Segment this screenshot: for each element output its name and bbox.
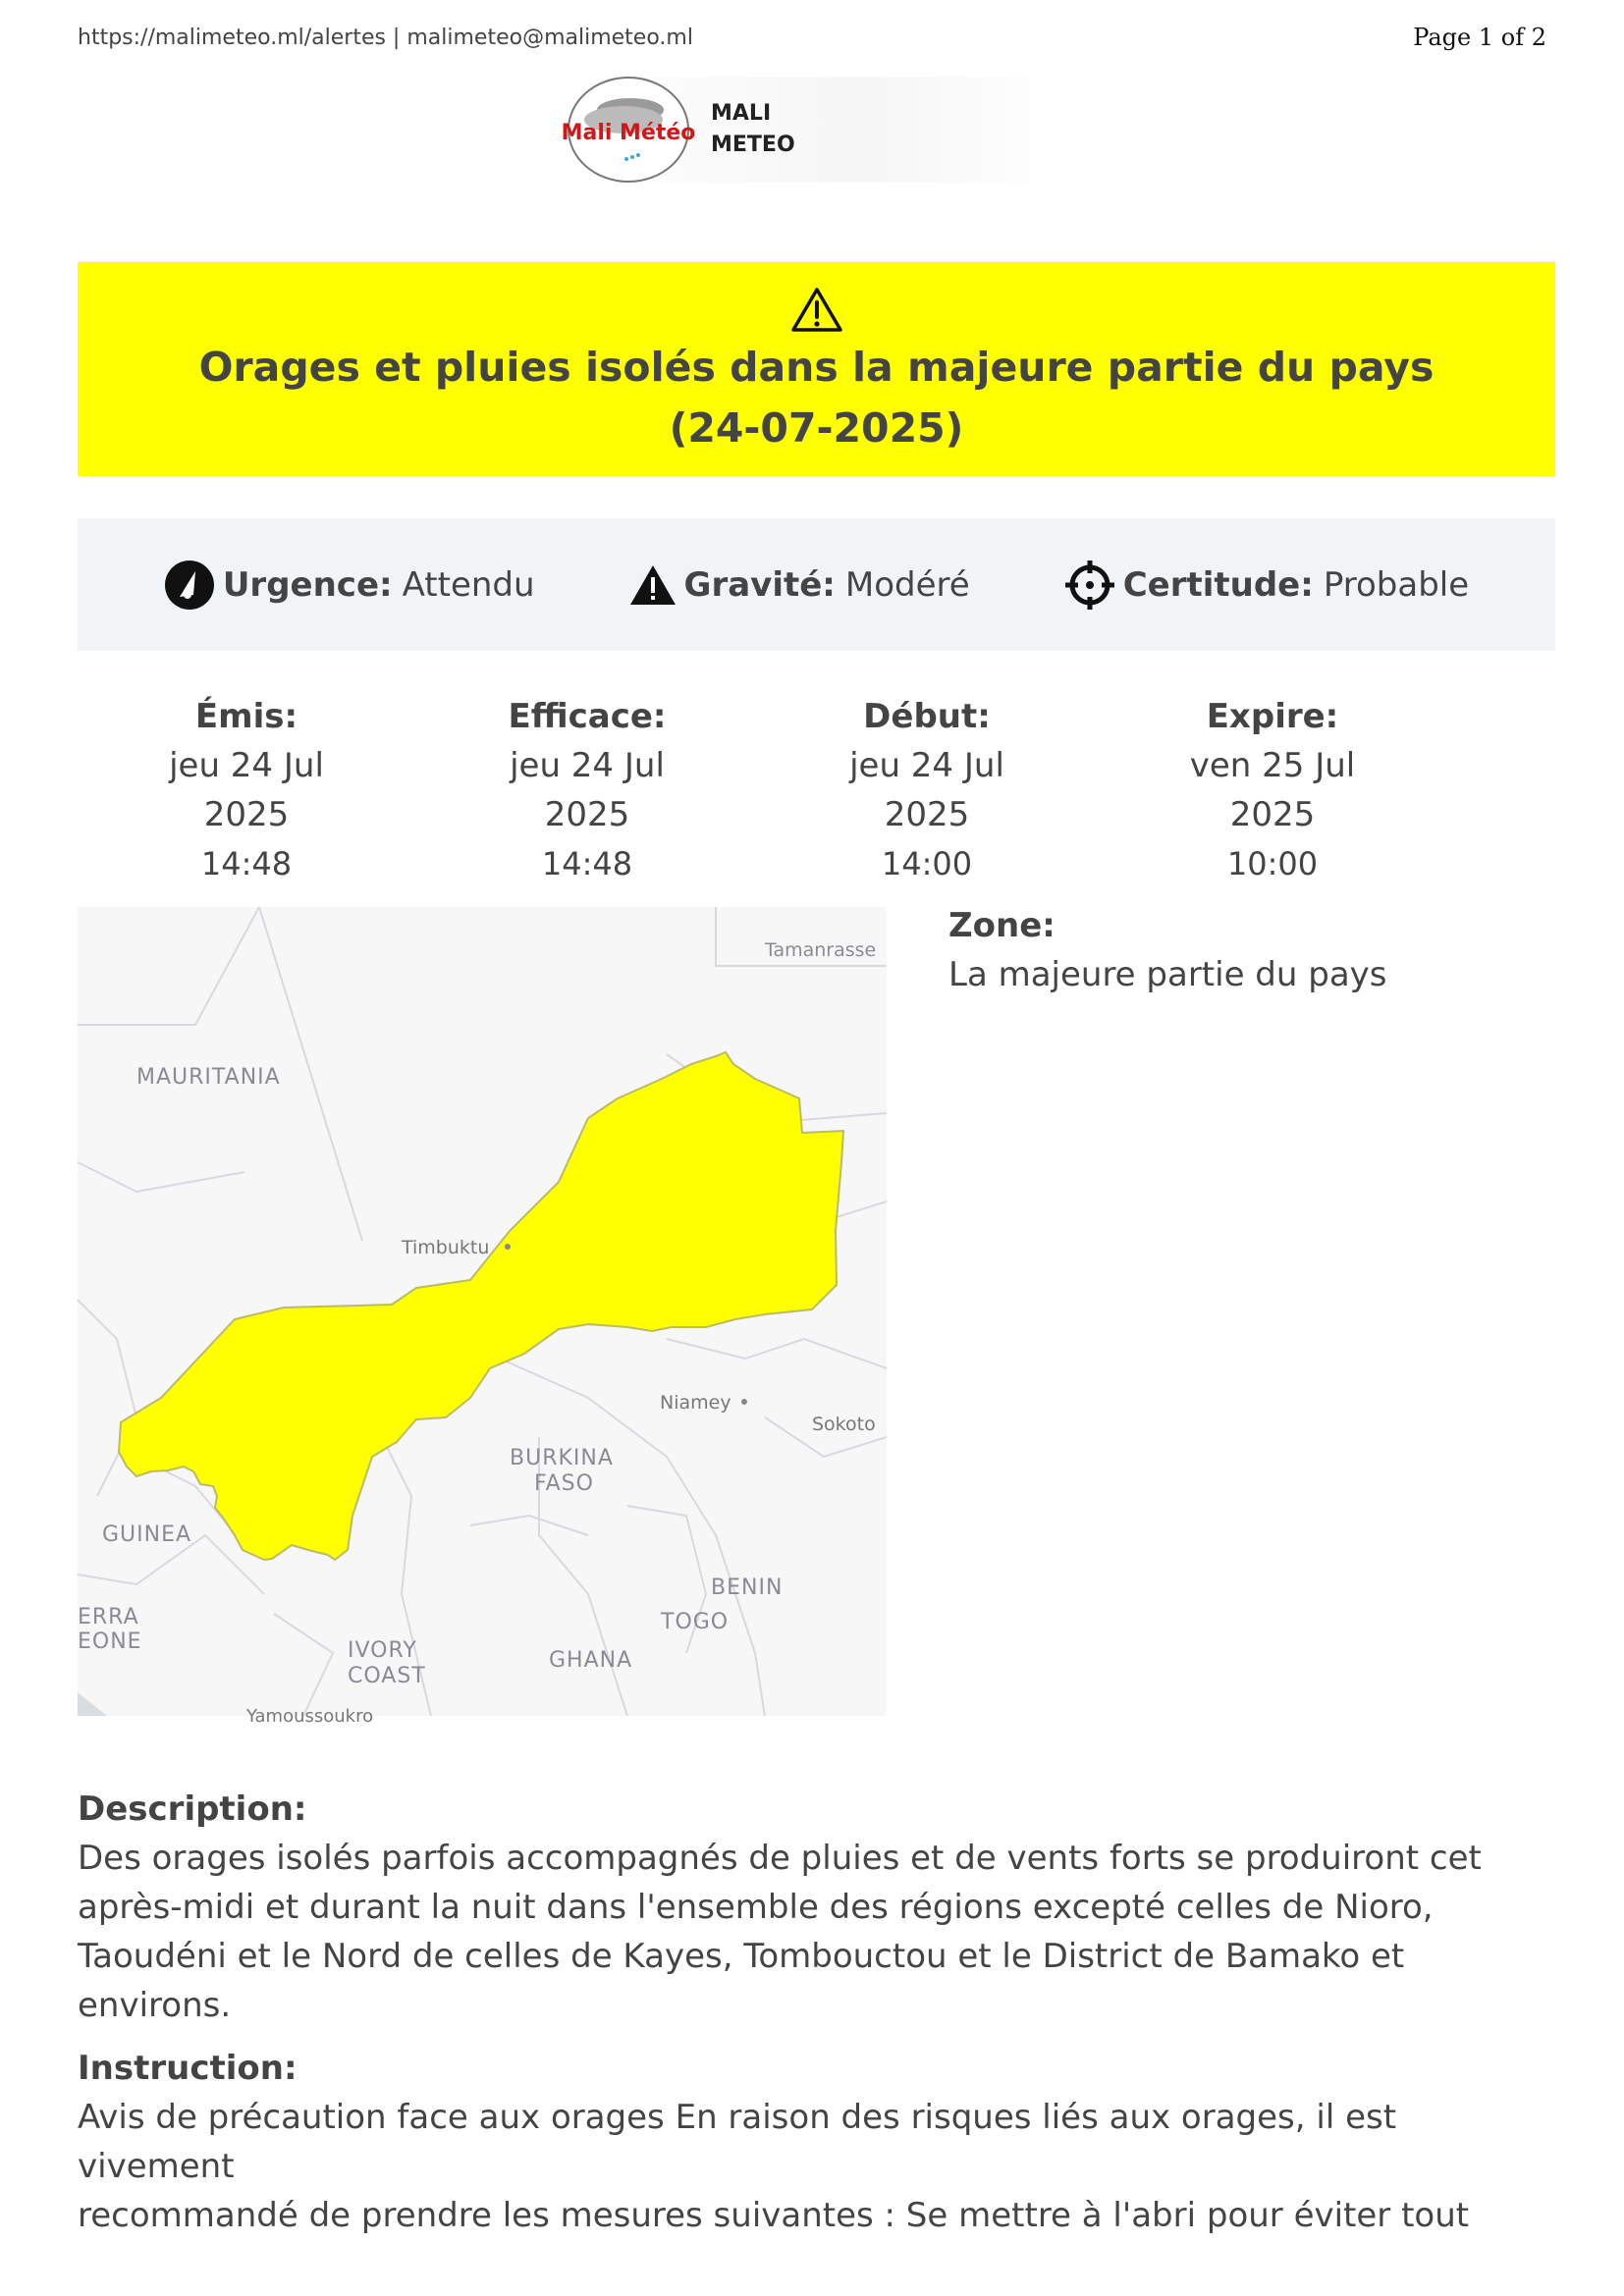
label-timbuktu: Timbuktu — [402, 1237, 490, 1258]
time-value: 10:00 — [1226, 845, 1319, 882]
date-label: Expire: — [1206, 697, 1339, 736]
alert-title-line2: (24-07-2025) — [669, 404, 964, 452]
instruction-line: recommandé de prendre les mesures suivantes : Se mettre à l'abri pour éviter tout — [78, 2196, 1470, 2235]
instruction-line: Avis de précaution face aux orages En raison des risques liés aux orages, il est vivement — [78, 2098, 1397, 2186]
label-burkina: BURKINA — [510, 1446, 614, 1470]
label-tamanrasset: Tamanrasse — [765, 939, 877, 961]
severity-warning-icon — [629, 563, 677, 607]
alert-map[interactable] — [78, 907, 887, 1727]
zone-block — [948, 901, 1387, 999]
description-block — [78, 1785, 1555, 2030]
certainty-info — [1064, 560, 1469, 611]
label-sierra-2: EONE — [78, 1629, 142, 1654]
crosshair-icon — [1064, 560, 1115, 611]
urgency-info — [164, 560, 535, 611]
time-value: 14:00 — [881, 845, 973, 882]
label-togo: TOGO — [661, 1610, 730, 1634]
label-mauritania: MAURITANIA — [136, 1065, 281, 1090]
description-line: Des orages isolés parfois accompagnés de pluies et de vents forts se produiront cet — [78, 1839, 1482, 1878]
label-benin: BENIN — [711, 1575, 784, 1600]
date-onset — [804, 692, 1050, 888]
alert-title — [78, 337, 1555, 458]
label-sokoto: Sokoto — [812, 1414, 876, 1435]
severity-value: Modéré — [844, 564, 970, 605]
gauge-icon — [164, 560, 215, 611]
label-ghana: GHANA — [549, 1648, 633, 1673]
page-number: Page 1 of 2 — [1413, 24, 1546, 51]
instruction-label: Instruction: — [78, 2049, 298, 2088]
logo-emblem-icon — [561, 79, 696, 181]
logo — [560, 77, 1062, 183]
alert-title-line1: Orages et pluies isolés dans la majeure partie du pays — [198, 344, 1435, 391]
zone-value: La majeure partie du pays — [948, 955, 1387, 994]
date-value: jeu 24 Jul 2025 — [510, 746, 665, 834]
warning-icon — [790, 286, 843, 333]
date-value: ven 25 Jul 2025 — [1189, 746, 1356, 834]
dates-row — [78, 692, 1555, 882]
urgency-value: Attendu — [402, 564, 535, 605]
label-yamoussoukro: Yamoussoukro — [246, 1706, 374, 1727]
label-sierra-1: ERRA — [78, 1605, 139, 1629]
time-value: 14:48 — [541, 845, 633, 882]
logo-text — [711, 98, 795, 161]
logo-line1: MALI — [711, 101, 772, 126]
logo-emblem — [561, 77, 696, 183]
date-label: Émis: — [194, 697, 298, 736]
description-line: après-midi et durant la nuit dans l'ensemble des régions excepté celles de Nioro, — [78, 1888, 1434, 1927]
logo-emblem-text: Mali Météo — [561, 121, 696, 145]
label-niamey: Niamey — [660, 1392, 731, 1414]
certainty-label: Certitude: — [1122, 564, 1314, 605]
severity-label: Gravité: — [683, 564, 836, 605]
date-label: Début: — [863, 697, 991, 736]
certainty-value: Probable — [1323, 564, 1470, 605]
header-url[interactable]: https://malimeteo.ml/alertes | malimeteo@malimeteo.ml — [78, 26, 693, 50]
instruction-block — [78, 2044, 1555, 2240]
date-value: jeu 24 Jul 2025 — [849, 746, 1004, 834]
time-value: 14:48 — [200, 845, 293, 882]
date-expires — [1144, 692, 1401, 888]
date-effective — [464, 692, 710, 888]
severity-info — [629, 563, 970, 607]
urgency-label: Urgence: — [222, 564, 393, 605]
description-label: Description: — [78, 1789, 307, 1829]
map-svg — [78, 907, 887, 1727]
description-line: Taoudéni et le Nord de celles de Kayes, Tombouctou et le District de Bamako et environs. — [78, 1937, 1405, 2025]
zone-label: Zone: — [948, 906, 1056, 945]
label-coast: COAST — [348, 1664, 426, 1688]
date-value: jeu 24 Jul 2025 — [169, 746, 324, 834]
alert-info-bar — [78, 518, 1555, 651]
logo-line2: METEO — [711, 133, 795, 157]
label-ivory: IVORY — [348, 1638, 417, 1663]
alert-banner — [78, 262, 1555, 476]
date-label: Efficace: — [508, 697, 667, 736]
date-issued — [124, 692, 369, 888]
label-faso: FASO — [534, 1471, 594, 1496]
label-guinea: GUINEA — [102, 1522, 192, 1547]
